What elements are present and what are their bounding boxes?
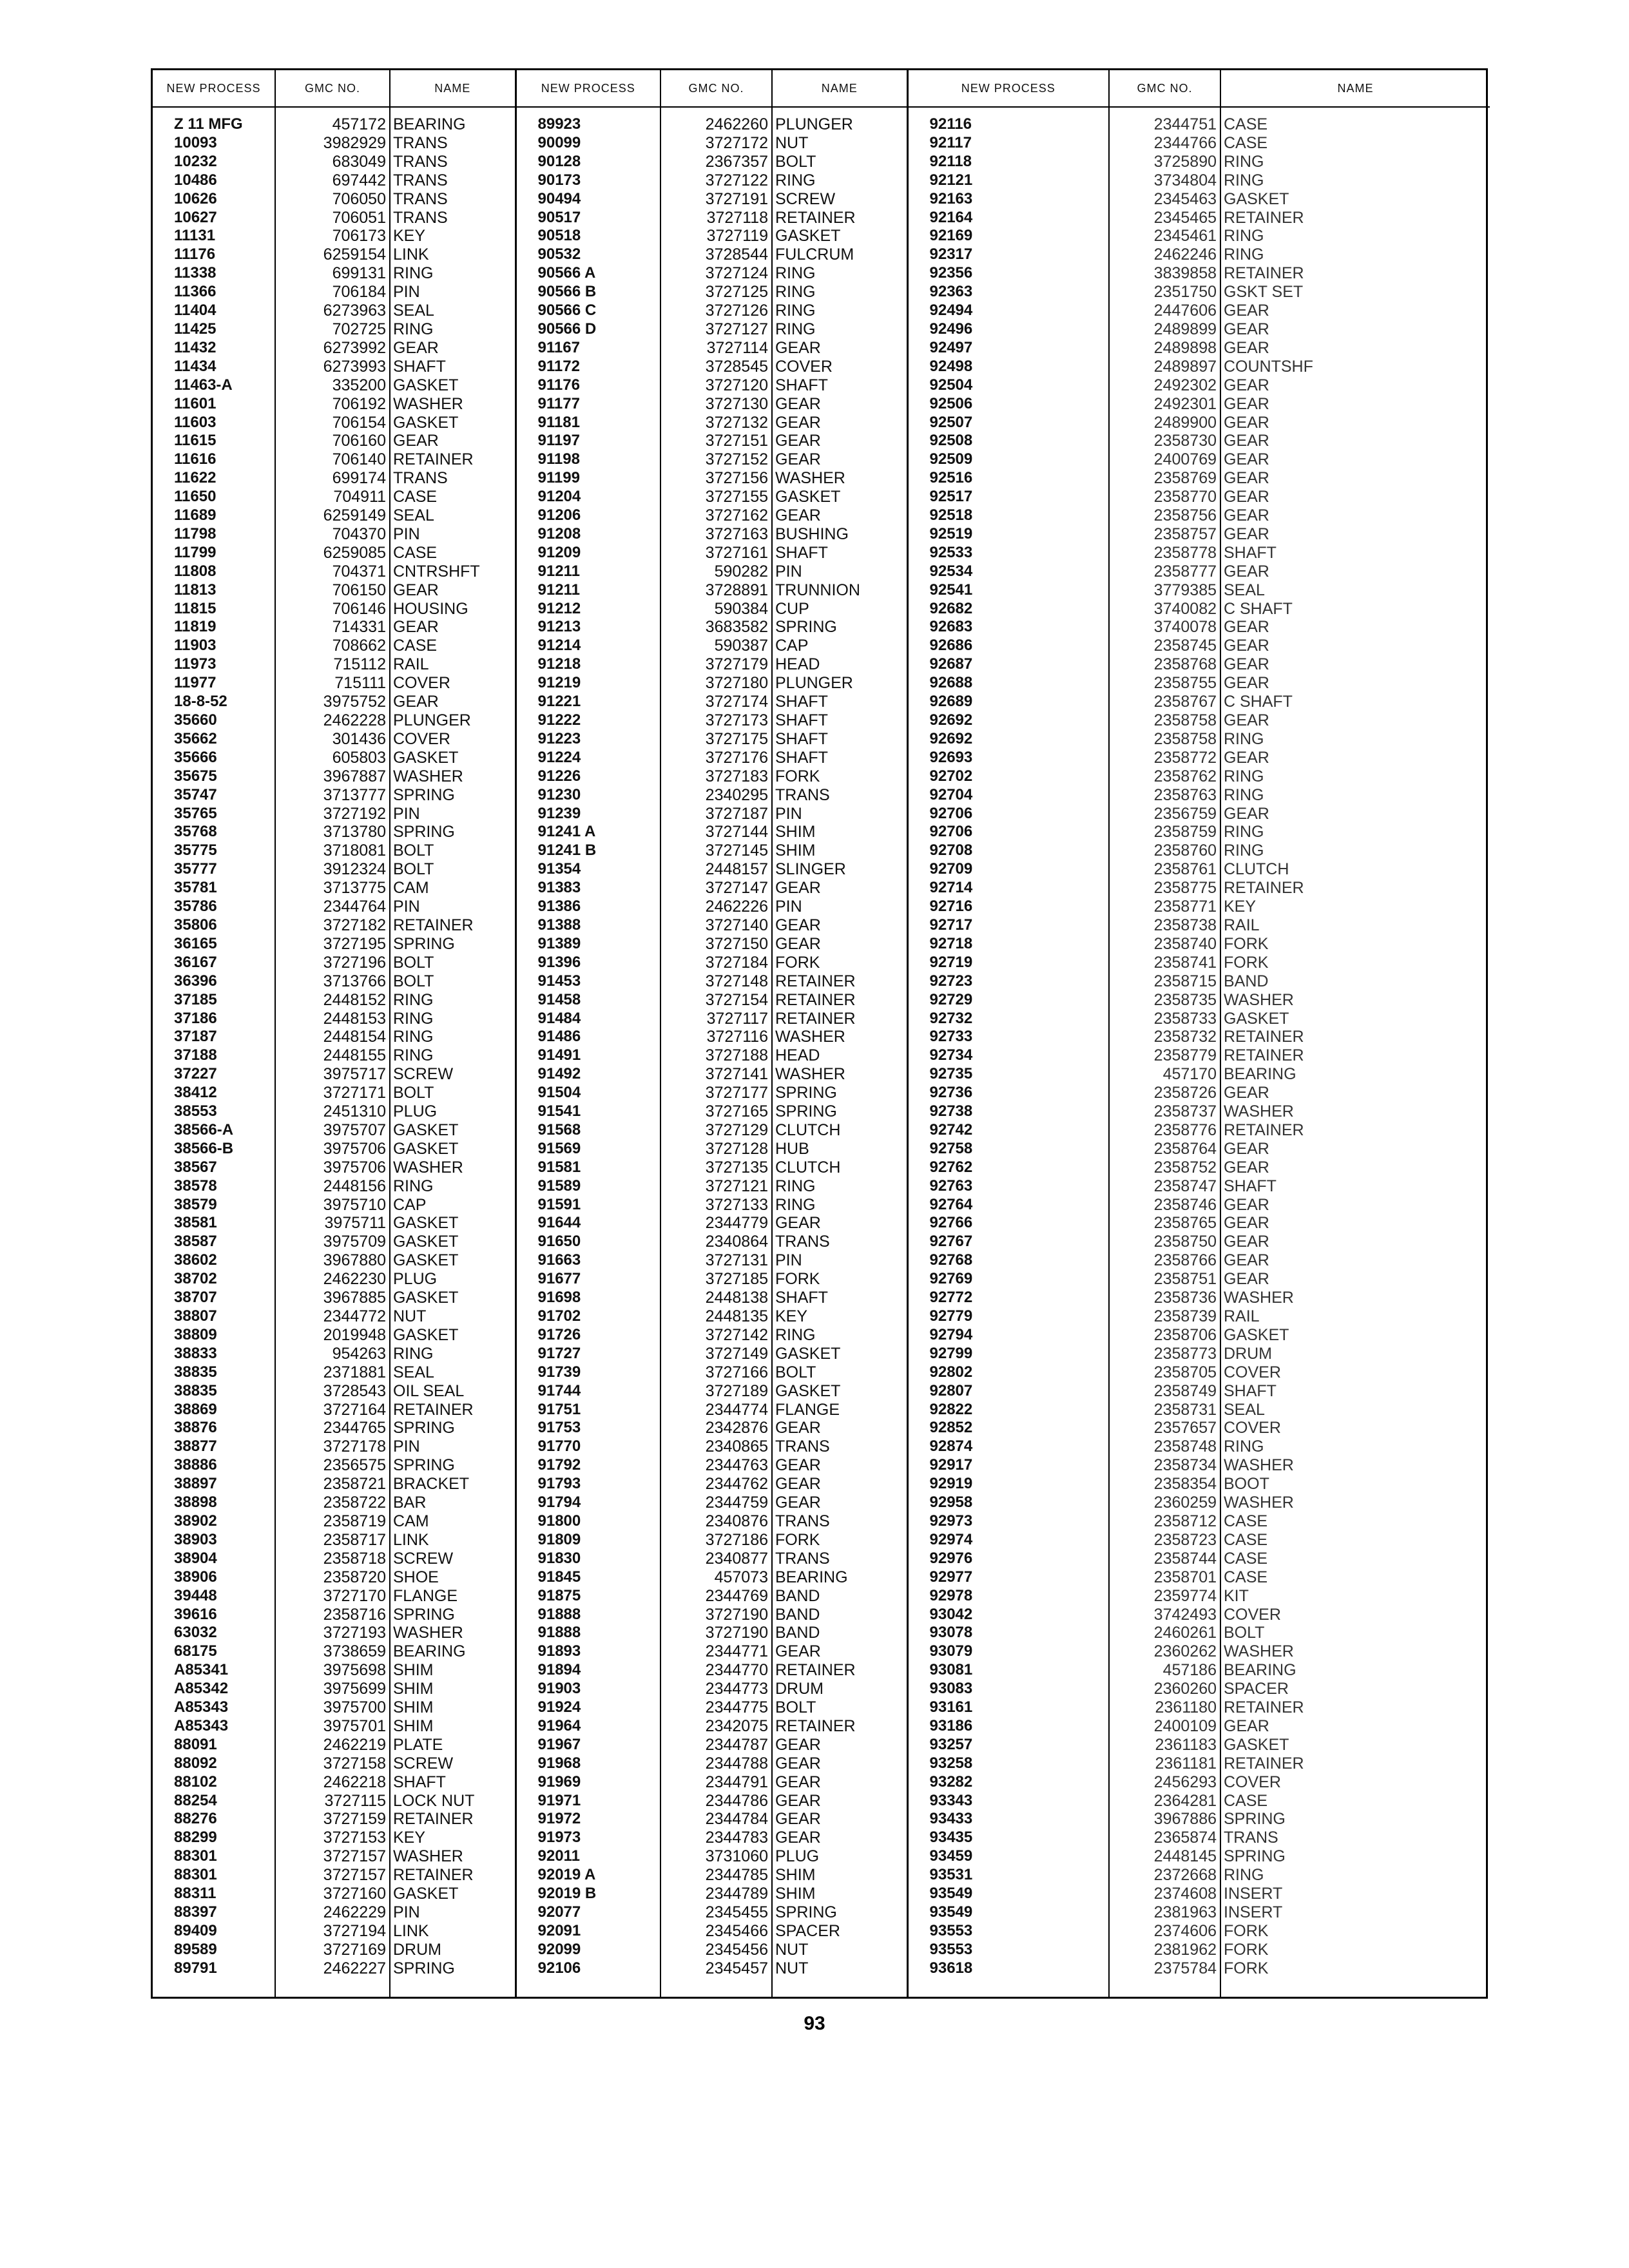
header-new-process-3: NEW PROCESS [907,70,1109,107]
body-row [153,107,1490,1997]
header-name-3: NAME [1220,70,1490,107]
group-1-gmc-no-column: 457172 3982929 683049 697442 706050 706051 706173 6259154 699131 706184 6273963 702725 6273992 6273993 335200 706192 706154 706160 706140 699174 704911 6259149 704370 6259085 704371 706150 706146 714331 708662 715112 715111 3975752 2462228 301436 605803 3967887 3713777 3727192 3713780 3718081 3912324 3713775 2344764 3727182 3727195 3727196 3713766 2448152 2448153 2448154 2448155 3975717 3727171 2451310 3975707 3975706 3975706 2448156 3975710 3975711 3975709 3967880 2462230 3967885 2344772 2019948 954263 2371881 3728543 3727164 2344765 3727178 2356575 2358721 2358722 2358719 2358717 2358718 2358720 3727170 2358716 3727193 3738659 3975698 3975699 3975700 3975701 2462219 3727158 2462218 3727115 3727159 3727153 3727157 3727157 3727160 2462229 3727194 3727169 2462227 [323,115,386,1977]
group-2-gmc-no-column: 2462260 3727172 2367357 3727122 3727191 3727118 3727119 3728544 3727124 3727125 3727126 3727127 3727114 3728545 3727120 3727130 3727132 3727151 3727152 3727156 3727155 3727162 3727163 3727161 590282 3728891 590384 3683582 590387 3727179 3727180 3727174 3727173 3727175 3727176 3727183 2340295 3727187 3727144 3727145 2448157 3727147 2462226 3727140 3727150 3727184 3727148 3727154 3727117 3727116 3727188 3727141 3727177 3727165 3727129 3727128 3727135 3727121 3727133 2344779 2340864 3727131 3727185 2448138 2448135 3727142 3727149 3727166 3727189 2344774 2342876 2340865 2344763 2344762 2344759 2340876 3727186 2340877 457073 2344769 3727190 3727190 2344771 2344770 2344773 2344775 2342075 2344787 2344788 2344791 2344786 2344784 2344783 3731060 2344785 2344789 2345455 2345466 2345456 2345457 [705,115,768,1977]
header-name-1: NAME [390,70,516,107]
group-1-gmc-cell [275,107,390,1997]
group-2-gmc-cell [660,107,772,1997]
header-gmc-no-3: GMC NO. [1109,70,1220,107]
header-new-process-2: NEW PROCESS [516,70,660,107]
parts-cross-reference-table [151,68,1488,1999]
header-new-process-1: NEW PROCESS [153,70,275,107]
group-3-name-column: CASE CASE RING RING GASKET RETAINER RING RING RETAINER GSKT SET GEAR GEAR GEAR COUNTSHF GEAR GEAR GEAR GEAR GEAR GEAR GEAR GEAR GEAR SHAFT GEAR SEAL C SHAFT GEAR GEAR GEAR GEAR C SHAFT GEAR RING GEAR RING RING GEAR RING RING CLUTCH RETAINER KEY RAIL FORK FORK BAND WASHER GASKET RETAINER RETAINER BEARING GEAR WASHER RETAINER GEAR GEAR SHAFT GEAR GEAR GEAR GEAR GEAR WASHER RAIL GASKET DRUM COVER SHAFT SEAL COVER RING WASHER BOOT WASHER CASE CASE CASE CASE KIT COVER BOLT WASHER BEARING SPACER RETAINER GEAR GASKET RETAINER COVER CASE SPRING TRANS SPRING RING INSERT INSERT FORK FORK FORK [1224,115,1313,1977]
header-gmc-no-2: GMC NO. [660,70,772,107]
header-gmc-no-1: GMC NO. [275,70,390,107]
group-2-new-process-column: 89923 90099 90128 90173 90494 90517 90518 90532 90566 A 90566 B 90566 C 90566 D 91167 91172 91176 91177 91181 91197 91198 91199 91204 91206 91208 91209 91211 91211 91212 91213 91214 91218 91219 91221 91222 91223 91224 91226 91230 91239 91241 A 91241 B 91354 91383 91386 91388 91389 91396 91453 91458 91484 91486 91491 91492 91504 91541 91568 91569 91581 91589 91591 91644 91650 91663 91677 91698 91702 91726 91727 91739 91744 91751 91753 91770 91792 91793 91794 91800 91809 91830 91845 91875 91888 91888 91893 91894 91903 91924 91964 91967 91968 91969 91971 91972 91973 92011 92019 A 92019 B 92077 92091 92099 92106 [537,115,597,1977]
group-3-name-cell [1220,107,1490,1997]
group-3-gmc-cell [1109,107,1220,1997]
group-3-new-process-column: 92116 92117 92118 92121 92163 92164 92169 92317 92356 92363 92494 92496 92497 92498 92504 92506 92507 92508 92509 92516 92517 92518 92519 92533 92534 92541 92682 92683 92686 92687 92688 92689 92692 92692 92693 92702 92704 92706 92706 92708 92709 92714 92716 92717 92718 92719 92723 92729 92732 92733 92734 92735 92736 92738 92742 92758 92762 92763 92764 92766 92767 92768 92769 92772 92779 92794 92799 92802 92807 92822 92852 92874 92917 92919 92958 92973 92974 92976 92977 92978 93042 93078 93079 93081 93083 93161 93186 93257 93258 93282 93343 93433 93435 93459 93531 93549 93549 93553 93553 93618 [929,115,973,1977]
group-2-new-process-cell [516,107,660,1997]
group-1-new-process-column: Z 11 MFG 10093 10232 10486 10626 10627 11131 11176 11338 11366 11404 11425 11432 11434 11463-A 11601 11603 11615 11616 11622 11650 11689 11798 11799 11808 11813 11815 11819 11903 11973 11977 18-8-52 35660 35662 35666 35675 35747 35765 35768 35775 35777 35781 35786 35806 36165 36167 36396 37185 37186 37187 37188 37227 38412 38553 38566-A 38566-B 38567 38578 38579 38581 38587 38602 38702 38707 38807 38809 38833 38835 38835 38869 38876 38877 38886 38897 38898 38902 38903 38904 38906 39448 39616 63032 68175 A85341 A85342 A85343 A85343 88091 88092 88102 88254 88276 88299 88301 88301 88311 88397 89409 89589 89791 [174,115,243,1977]
group-3-new-process-cell [907,107,1109,1997]
header-row [153,70,1490,107]
page-number: 93 [804,2013,825,2034]
group-1-new-process-cell [153,107,275,1997]
group-2-name-column: PLUNGER NUT BOLT RING SCREW RETAINER GASKET FULCRUM RING RING RING RING GEAR COVER SHAFT GEAR GEAR GEAR GEAR WASHER GASKET GEAR BUSHING SHAFT PIN TRUNNION CUP SPRING CAP HEAD PLUNGER SHAFT SHAFT SHAFT SHAFT FORK TRANS PIN SHIM SHIM SLINGER GEAR PIN GEAR GEAR FORK RETAINER RETAINER RETAINER WASHER HEAD WASHER SPRING SPRING CLUTCH HUB CLUTCH RING RING GEAR TRANS PIN FORK SHAFT KEY RING GASKET BOLT GASKET FLANGE GEAR TRANS GEAR GEAR GEAR TRANS FORK TRANS BEARING BAND BAND BAND GEAR RETAINER DRUM BOLT RETAINER GEAR GEAR GEAR GEAR GEAR GEAR PLUG SHIM SHIM SPRING SPACER NUT NUT [775,115,860,1977]
group-1-name-cell [390,107,516,1997]
parts-table [153,70,1490,1997]
group-3-gmc-no-column: 2344751 2344766 3725890 3734804 2345463 2345465 2345461 2462246 3839858 2351750 2447606 2489899 2489898 2489897 2492302 2492301 2489900 2358730 2400769 2358769 2358770 2358756 2358757 2358778 2358777 3779385 3740082 3740078 2358745 2358768 2358755 2358767 2358758 2358758 2358772 2358762 2358763 2356759 2358759 2358760 2358761 2358775 2358771 2358738 2358740 2358741 2358715 2358735 2358733 2358732 2358779 457170 2358726 2358737 2358776 2358764 2358752 2358747 2358746 2358765 2358750 2358766 2358751 2358736 2358739 2358706 2358773 2358705 2358749 2358731 2357657 2358748 2358734 2358354 2360259 2358712 2358723 2358744 2358701 2359774 3742493 2460261 2360262 457186 2360260 2361180 2400109 2361183 2361181 2456293 2364281 3967886 2365874 2448145 2372668 2374608 2381963 2374606 2381962 2375784 [1153,115,1217,1977]
group-1-name-column: BEARING TRANS TRANS TRANS TRANS TRANS KEY LINK RING PIN SEAL RING GEAR SHAFT GASKET WASHER GASKET GEAR RETAINER TRANS CASE SEAL PIN CASE CNTRSHFT GEAR HOUSING GEAR CASE RAIL COVER GEAR PLUNGER COVER GASKET WASHER SPRING PIN SPRING BOLT BOLT CAM PIN RETAINER SPRING BOLT BOLT RING RING RING RING SCREW BOLT PLUG GASKET GASKET WASHER RING CAP GASKET GASKET GASKET PLUG GASKET NUT GASKET RING SEAL OIL SEAL RETAINER SPRING PIN SPRING BRACKET BAR CAM LINK SCREW SHOE FLANGE SPRING WASHER BEARING SHIM SHIM SHIM SHIM PLATE SCREW SHAFT LOCK NUT RETAINER KEY WASHER RETAINER GASKET PIN LINK DRUM SPRING [393,115,480,1977]
header-name-2: NAME [772,70,907,107]
group-2-name-cell [772,107,907,1997]
